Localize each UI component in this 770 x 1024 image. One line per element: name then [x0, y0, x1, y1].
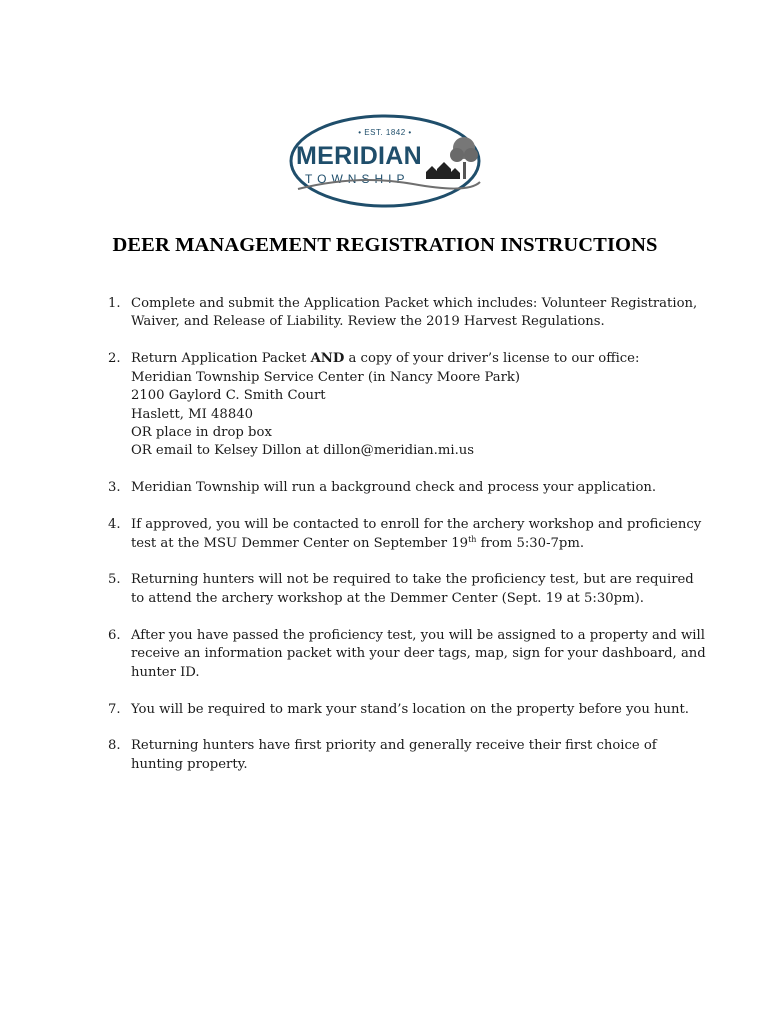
item-number: 7. — [108, 701, 121, 717]
item-text: If approved, you will be contacted to enroll for the archery workshop and proficiency — [131, 517, 702, 533]
item-text-part: a copy of your driver’s license to our office: — [344, 351, 640, 367]
item-text: hunter ID. — [131, 664, 200, 680]
item-number: 3. — [108, 480, 121, 496]
meridian-township-logo — [288, 112, 486, 210]
item-number: 6. — [108, 627, 121, 643]
item-text: You will be required to mark your stand’s location on the property before you hunt. — [131, 701, 689, 717]
houses-icon — [426, 162, 460, 179]
item-number: 1. — [108, 296, 121, 311]
list-item — [108, 571, 698, 608]
list-item — [108, 295, 698, 332]
logo-name-text: MERIDIAN — [296, 142, 423, 170]
address-line: Meridian Township Service Center (in Nancy Moore Park) — [131, 369, 521, 385]
item-text-part: from 5:30-7pm. — [476, 535, 585, 551]
address-line: 2100 Gaylord C. Smith Court — [131, 388, 326, 404]
item-text-part: test at the MSU Demmer Center on September 19 — [131, 535, 469, 551]
item-text: hunting property. — [131, 756, 248, 772]
address-line: Haslett, MI 48840 — [131, 406, 253, 422]
item-text: Complete and submit the Application Packet which includes: Volunteer Registration, — [131, 296, 698, 311]
item-text: receive an information packet with your deer tags, map, sign for your dashboard, and — [131, 646, 706, 662]
item-text: Meridian Township will run a background check and process your application. — [131, 480, 657, 496]
item-text: Waiver, and Release of Liability. Review the 2019 Harvest Regulations. — [131, 314, 605, 330]
list-item — [108, 701, 698, 719]
item-text: OR place in drop box — [131, 424, 272, 440]
item-text: OR email to Kelsey Dillon at dillon@meridian.mi.us — [131, 443, 475, 459]
item-text — [131, 535, 698, 553]
page-title: DEER MANAGEMENT REGISTRATION INSTRUCTIONS — [112, 234, 658, 256]
item-number: 8. — [108, 738, 121, 754]
list-item — [108, 737, 698, 774]
emphasis-text: AND — [310, 351, 345, 367]
item-text: to attend the archery workshop at the Demmer Center (Sept. 19 at 5:30pm). — [131, 590, 644, 606]
instruction-list — [108, 295, 706, 793]
item-text — [131, 350, 698, 368]
logo-subname-text: TOWNSHIP — [305, 172, 410, 186]
item-number: 5. — [108, 572, 121, 588]
ordinal-suffix: th — [468, 534, 477, 544]
list-item — [108, 350, 698, 460]
item-number: 2. — [108, 351, 121, 367]
item-text: After you have passed the proficiency test, you will be assigned to a property and will — [131, 627, 705, 643]
item-text-part: Return Application Packet — [131, 351, 311, 367]
logo-established-text: • EST. 1842 • — [358, 128, 412, 137]
list-item — [108, 516, 702, 553]
list-item — [108, 479, 698, 497]
item-number: 4. — [108, 517, 121, 533]
item-text: Returning hunters have first priority and generally receive their first choice of — [131, 738, 657, 754]
list-item — [108, 627, 706, 682]
item-text: Returning hunters will not be required to take the proficiency test, but are required — [131, 572, 694, 588]
